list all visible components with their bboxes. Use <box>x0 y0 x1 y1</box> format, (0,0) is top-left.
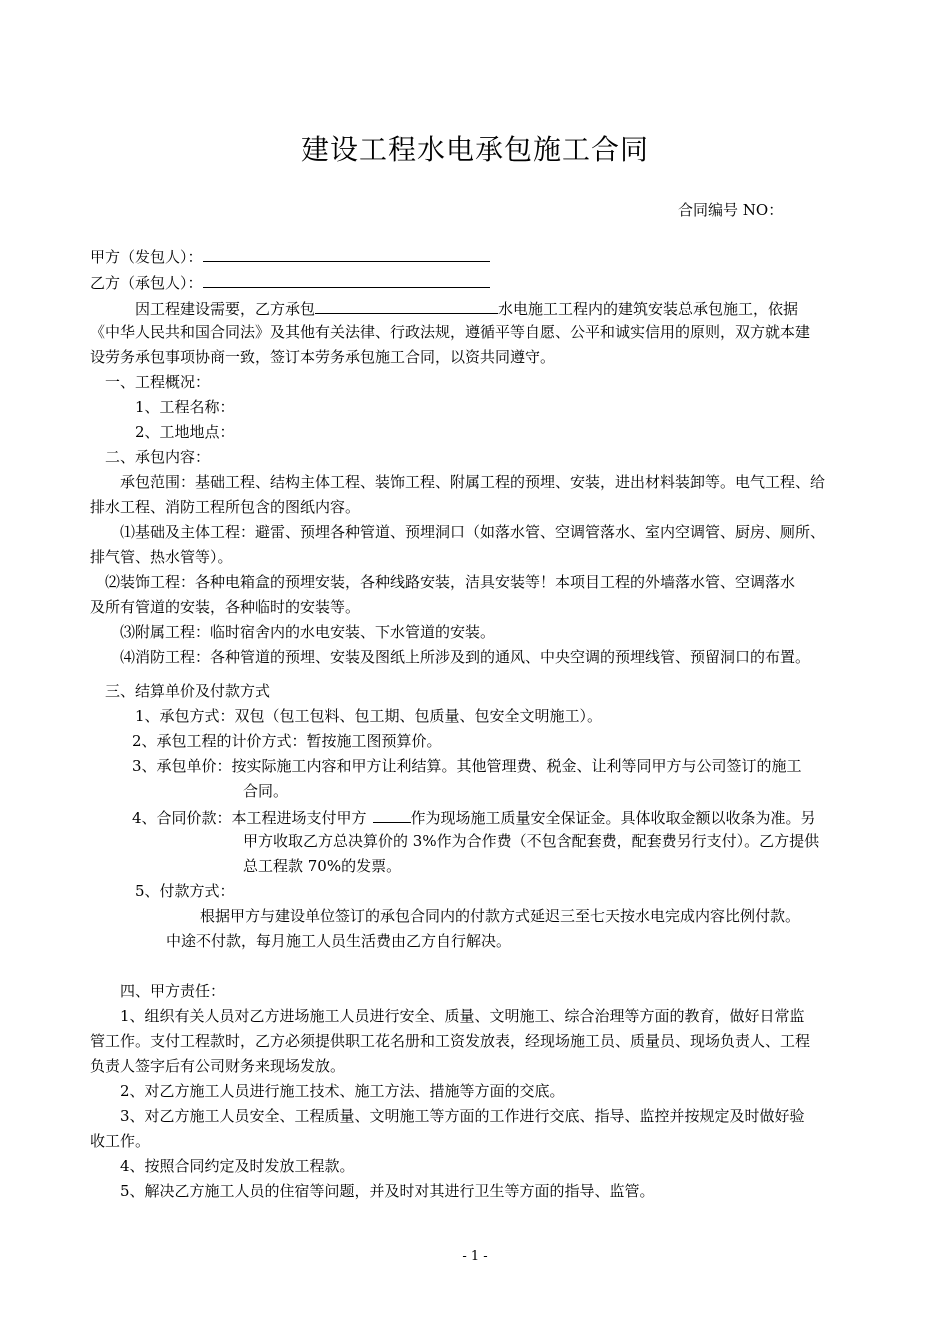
unit-price-line-1: 3、承包单价：按实际施工内容和甲方让利结算。其他管理费、税金、让利等同甲方与公司签订的施工 <box>132 757 802 775</box>
scope-line-1: 承包范围：基础工程、结构主体工程、装饰工程、附属工程的预埋、安装，进出材料装卸等。电气工程、给 <box>120 473 826 491</box>
party-a-row <box>90 245 490 267</box>
foundation-works-line-1: ⑴基础及主体工程：避雷、预埋各种管道、预埋洞口（如落水管、空调管落水、室内空调管、厨房、厕所、 <box>120 523 826 541</box>
party-a-duty-3-line-2: 收工作。 <box>90 1132 151 1150</box>
preamble-text-1a: 因工程建设需要，乙方承包 <box>135 300 316 318</box>
contract-price-line-2: 甲方收取乙方总决算价的 3%作为合作费（不包含配套费，配套费另行支付）。乙方提供 <box>243 832 820 850</box>
contract-number-label: 合同编号 NO： <box>678 201 784 219</box>
section-3-heading: 三、结算单价及付款方式 <box>105 682 271 700</box>
contract-price-text-1b: 作为现场施工质量安全保证金。具体收取金额以收条为准。另 <box>410 809 816 827</box>
site-location-item: 2、工地地点： <box>135 423 235 441</box>
section-1-heading: 一、工程概况： <box>105 373 211 391</box>
section-2-heading: 二、承包内容： <box>105 448 211 466</box>
decoration-works-line-2: 及所有管道的安装，各种临时的安装等。 <box>90 598 361 616</box>
party-a-duty-4: 4、按照合同约定及时发放工程款。 <box>120 1157 355 1175</box>
section-4-heading: 四、甲方责任： <box>120 982 226 1000</box>
party-a-label: 甲方（发包人）： <box>90 248 203 266</box>
party-b-label: 乙方（承包人）： <box>90 274 203 292</box>
party-a-duty-1-line-1: 1、组织有关人员对乙方进场施工人员进行安全、质量、文明施工、综合治理等方面的教育，做好日常监 <box>120 1007 805 1025</box>
project-name-blank <box>315 297 498 314</box>
foundation-works-line-2: 排气管、热水管等）。 <box>90 548 233 566</box>
contract-price-line-3: 总工程款 70%的发票。 <box>243 857 402 875</box>
document-title: 建设工程水电承包施工合同 <box>300 133 649 166</box>
preamble-line-1 <box>135 297 798 319</box>
decoration-works-line-1: ⑵装饰工程：各种电箱盒的预埋安装，各种线路安装，洁具安装等！本项目工程的外墙落水管、空调落水 <box>105 573 796 591</box>
party-a-duty-2: 2、对乙方施工人员进行施工技术、施工方法、措施等方面的交底。 <box>120 1082 565 1100</box>
project-name-item: 1、工程名称： <box>135 398 235 416</box>
payment-method-item: 5、付款方式： <box>135 882 235 900</box>
party-a-duty-1-line-3: 负责人签字后有公司财务来现场发放。 <box>90 1057 346 1075</box>
party-b-blank <box>203 271 490 288</box>
fire-works: ⑷消防工程：各种管道的预埋、安装及图纸上所涉及到的通风、中央空调的预埋线管、预留洞口的布置。 <box>120 648 811 666</box>
party-a-duty-5: 5、解决乙方施工人员的住宿等问题，并及时对其进行卫生等方面的指导、监管。 <box>120 1182 655 1200</box>
deposit-amount-blank <box>373 806 411 823</box>
ancillary-works: ⑶附属工程：临时宿舍内的水电安装、下水管道的安装。 <box>120 623 496 641</box>
party-a-duty-1-line-2: 管工作。支付工程款时，乙方必须提供职工花名册和工资发放表，经现场施工员、质量员、现场负责人、工程 <box>90 1032 811 1050</box>
preamble-text-1b: 水电施工工程内的建筑安装总承包施工，依据 <box>498 300 799 318</box>
payment-method-line-2: 中途不付款，每月施工人员生活费由乙方自行解决。 <box>166 932 512 950</box>
payment-method-line-1: 根据甲方与建设单位签订的承包合同内的付款方式延迟三至七天按水电完成内容比例付款。 <box>200 907 801 925</box>
scope-line-2: 排水工程、消防工程所包含的图纸内容。 <box>90 498 361 516</box>
party-b-row <box>90 271 490 293</box>
party-a-blank <box>203 245 490 262</box>
unit-price-line-2: 合同。 <box>243 782 289 800</box>
party-a-duty-3-line-1: 3、对乙方施工人员安全、工程质量、文明施工等方面的工作进行交底、指导、监控并按规定及时做好验 <box>120 1107 805 1125</box>
contract-price-line-1 <box>132 806 816 828</box>
preamble-line-3: 设劳务承包事项协商一致，签订本劳务承包施工合同，以资共同遵守。 <box>90 348 556 366</box>
preamble-line-2: 《中华人民共和国合同法》及其他有关法律、行政法规，遵循平等自愿、公平和诚实信用的原则，双方就本建 <box>90 323 811 341</box>
contract-mode-item: 1、承包方式：双包（包工包料、包工期、包质量、包安全文明施工）。 <box>135 707 603 725</box>
page-number: - 1 - <box>462 1249 488 1264</box>
contract-price-text-1a: 4、合同价款：本工程进场支付甲方 <box>132 809 367 827</box>
pricing-method-item: 2、承包工程的计价方式：暂按施工图预算价。 <box>132 732 442 750</box>
